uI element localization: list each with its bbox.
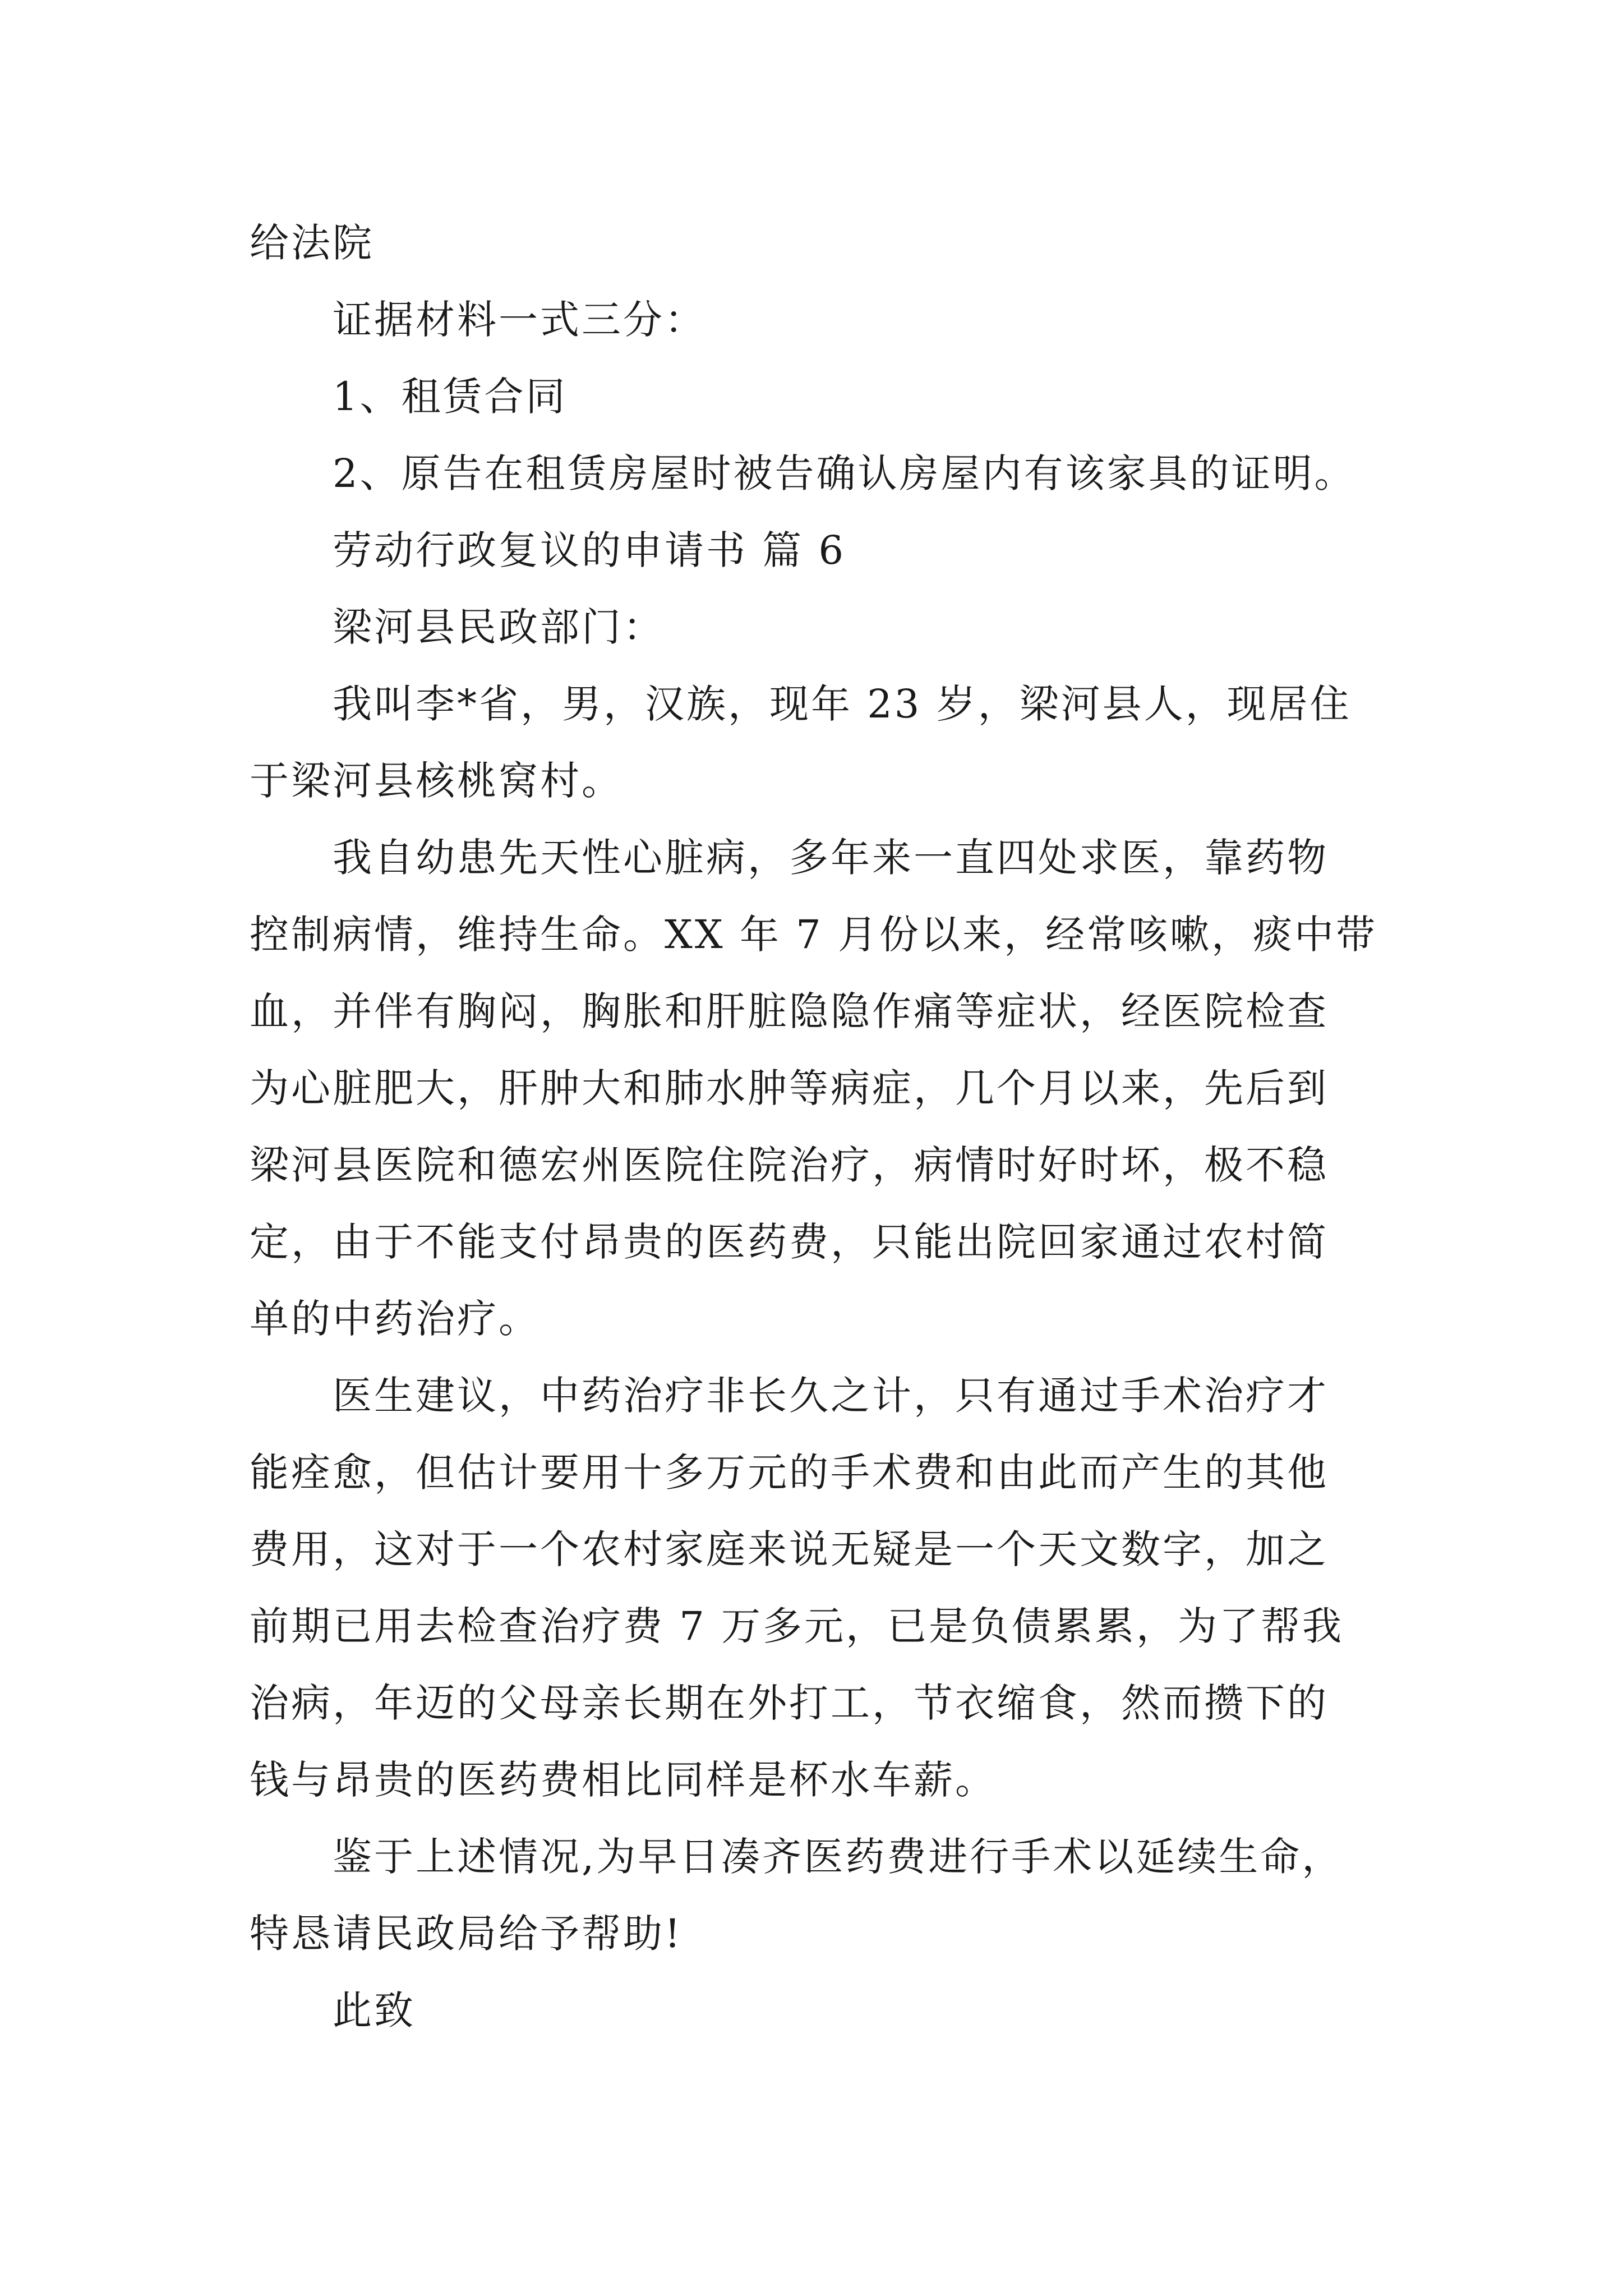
document-body bbox=[250, 205, 1388, 2049]
text-line: 2、原告在租赁房屋时被告确认房屋内有该家具的证明。 bbox=[333, 450, 1356, 496]
text-line: 证据材料一式三分： bbox=[333, 297, 706, 343]
text-line: 我叫李*省，男，汉族，现年 23 岁，梁河县人，现居住 bbox=[333, 681, 1352, 727]
text-line: 梁河县医院和德宏州医院住院治疗，病情时好时坏，极不稳 bbox=[250, 1142, 1329, 1188]
text-line: 费用，这对于一个农村家庭来说无疑是一个天文数字，加之 bbox=[250, 1526, 1329, 1572]
text-line: 给法院 bbox=[250, 220, 374, 266]
text-line: 于梁河县核桃窝村。 bbox=[250, 758, 623, 804]
text-line: 前期已用去检查治疗费 7 万多元，已是负债累累，为了帮我 bbox=[250, 1603, 1344, 1649]
section-heading: 劳动行政复议的申请书 篇 6 bbox=[333, 527, 846, 573]
text-line: 医生建议，中药治疗非长久之计，只有通过手术治疗才 bbox=[333, 1373, 1329, 1419]
text-line: 1、租赁合同 bbox=[333, 374, 568, 420]
text-line: 控制病情，维持生命。XX 年 7 月份以来，经常咳嗽，痰中带 bbox=[250, 912, 1377, 958]
text-line: 血，并伴有胸闷，胸胀和肝脏隐隐作痛等症状，经医院检查 bbox=[250, 988, 1329, 1034]
text-line: 我自幼患先天性心脏病，多年来一直四处求医，靠药物 bbox=[333, 835, 1329, 881]
text-line: 特恳请民政局给予帮助! bbox=[250, 1911, 683, 1957]
closing: 此致 bbox=[333, 1987, 416, 2033]
salutation: 梁河县民政部门： bbox=[333, 604, 665, 650]
text-line: 能痊愈，但估计要用十多万元的手术费和由此而产生的其他 bbox=[250, 1450, 1329, 1496]
text-line: 单的中药治疗。 bbox=[250, 1296, 540, 1342]
text-line: 治病，年迈的父母亲长期在外打工，节衣缩食，然而攒下的 bbox=[250, 1680, 1329, 1726]
text-line: 鉴于上述情况,为早日凑齐医药费进行手术以延续生命， bbox=[333, 1834, 1344, 1880]
text-line: 定，由于不能支付昂贵的医药费，只能出院回家通过农村简 bbox=[250, 1219, 1329, 1265]
text-line: 钱与昂贵的医药费相比同样是杯水车薪。 bbox=[250, 1757, 997, 1803]
text-line: 为心脏肥大，肝肿大和肺水肿等病症，几个月以来，先后到 bbox=[250, 1065, 1329, 1111]
